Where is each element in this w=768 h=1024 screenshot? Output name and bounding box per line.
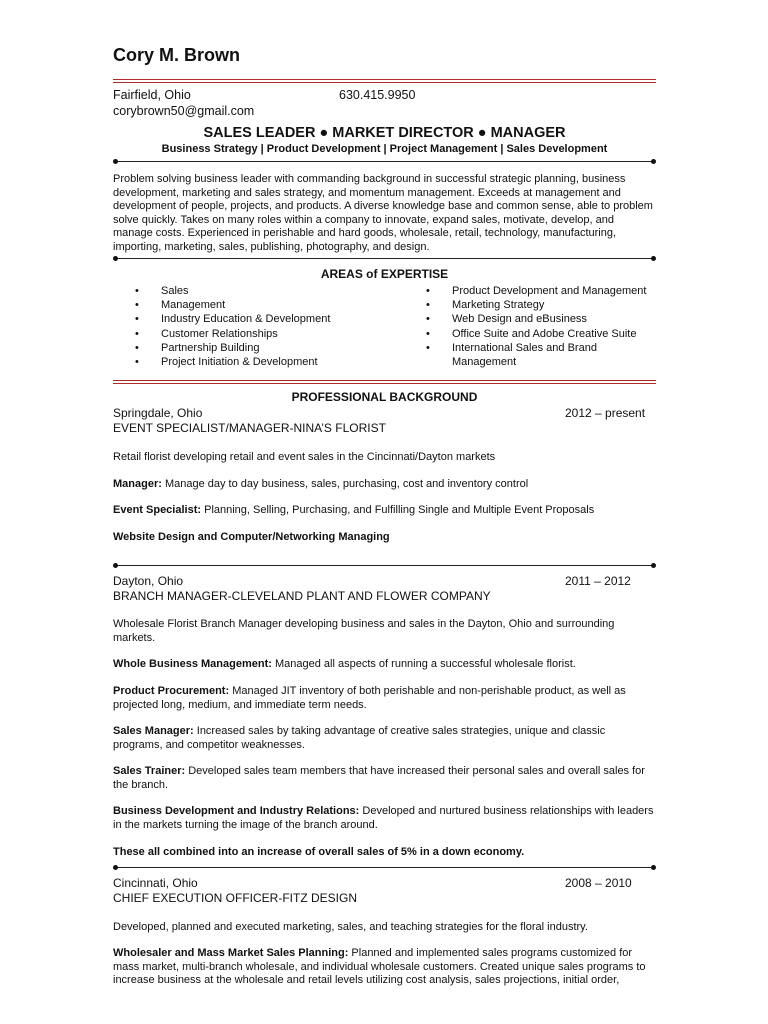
job-dates: 2008 – 2010 [565,876,632,890]
expertise-item: • Office Suite and Adobe Creative Suite [426,327,656,341]
job-item [113,765,656,792]
job-item [113,504,656,518]
expertise-item: • Marketing Strategy [426,298,656,312]
headline: SALES LEADER ● MARKET DIRECTOR ● MANAGER [203,125,566,141]
job-intro: Retail florist developing retail and event sales in the Cincinnati/Dayton markets [113,451,496,463]
job-item [113,685,656,712]
contact-email[interactable]: corybrown50@gmail.com [113,104,255,118]
subheadline: Business Strategy | Product Development | Project Management | Sales Development [161,143,608,155]
expertise-item: • Sales [135,284,395,298]
section-divider [113,158,656,166]
job-item-label: Whole Business Management: [113,658,272,670]
job-item-text: Developed and nurtured business relationships with leaders in the markets turning the image of the branch around. [113,805,654,831]
job-item [113,805,656,832]
job-item-text: Managed JIT inventory of both perishable and non-perishable product, as well as projected long, medium, and immediate term needs. [113,685,626,711]
job-closing: These all combined into an increase of overall sales of 5% in a down economy. [113,846,525,858]
job-dates: 2011 – 2012 [565,574,631,588]
expertise-item: • Product Development and Management [426,284,656,298]
job-item [113,531,656,545]
job-item-label: Event Specialist: [113,504,202,516]
job-item-text: Manage day to day business, sales, purchasing, cost and inventory control [161,478,529,490]
background-title: PROFESSIONAL BACKGROUND [291,390,478,404]
job-item-label: Website Design and Computer/Networking Managing [113,531,390,543]
job-title: CHIEF EXECUTION OFFICER-FITZ DESIGN [113,891,358,905]
header-rule-bottom [113,82,656,83]
candidate-name: Cory M. Brown [113,45,241,65]
contact-city: Fairfield, Ohio [113,88,191,102]
job-item-text: Planned and implemented sales programs customized for mass market, multi-branch wholesale, and individual wholesale customers. Created unique sales programs to increase business at the wholesale and retail levels utilizing cost analysis, sales projections, initial order, [113,947,646,987]
job-item-text: Increased sales by taking advantage of creative sales strategies, unique and classic programs, and competitor weaknesses. [113,725,606,751]
job-item-text: Planning, Selling, Purchasing, and Fulfilling Single and Multiple Event Proposals [201,504,595,516]
job-item [113,725,656,752]
job-location: Dayton, Ohio [113,574,184,588]
job-item-text: Managed all aspects of running a successful wholesale florist. [271,658,576,670]
job-item-label: Sales Manager: [113,725,194,737]
contact-phone: 630.415.9950 [339,88,416,102]
job-intro: Wholesale Florist Branch Manager developing business and sales in the Dayton, Ohio and surrounding markets. [113,618,615,644]
expertise-list-left [135,284,395,369]
job-item [113,947,656,988]
expertise-title: AREAS of EXPERTISE [320,267,449,281]
job-item-label: Wholesaler and Mass Market Sales Planning: [113,947,349,959]
job-item-label: Business Development and Industry Relations: [113,805,360,817]
job-title: EVENT SPECIALIST/MANAGER-NINA’S FLORIST [113,421,386,435]
header-rule-top [113,79,656,80]
section-divider [113,255,656,263]
job-location: Cincinnati, Ohio [113,876,198,890]
expertise-item: • Customer Relationships [135,327,395,341]
job-item-label: Product Procurement: [113,685,230,697]
job-title: BRANCH MANAGER-CLEVELAND PLANT AND FLOWER COMPANY [113,589,491,603]
job-item [113,658,656,672]
summary-paragraph: Problem solving business leader with commanding background in successful strategic planning, business development, marketing and sales strategy, and momentum management. Exceeds at management and development of people, projects, and products. A diverse knowledge base and common sense, able to problem solve quickly. Takes on many roles within a company to innovate, expand sales, motivate, develop, and manage costs. Experienced in perishable and hard goods, wholesale, retail, technology, manufacturing, importing, marketing, sales, publishing, photography, and design. [113,173,653,253]
job-item-label: Sales Trainer: [113,765,186,777]
job-location: Springdale, Ohio [113,406,203,420]
job-intro: Developed, planned and executed marketing, sales, and teaching strategies for the floral industry. [113,921,588,933]
expertise-item: • Project Initiation & Development [135,355,395,369]
job-dates: 2012 – present [565,406,646,420]
expertise-item: • Management [135,298,395,312]
expertise-item: • Partnership Building [135,341,395,355]
expertise-item: • Industry Education & Development [135,312,395,326]
section-rule-bottom [113,383,656,384]
section-divider [113,864,656,872]
expertise-item: • International Sales and Brand Management [426,341,656,369]
section-divider [113,562,656,570]
job-item [113,478,656,492]
job-item-label: Manager: [113,478,162,490]
job-item-text: Developed sales team members that have increased their personal sales and overall sales for the branch. [113,765,645,791]
section-rule-top [113,380,656,381]
expertise-item: • Web Design and eBusiness [426,312,656,326]
expertise-list-right [426,284,656,369]
